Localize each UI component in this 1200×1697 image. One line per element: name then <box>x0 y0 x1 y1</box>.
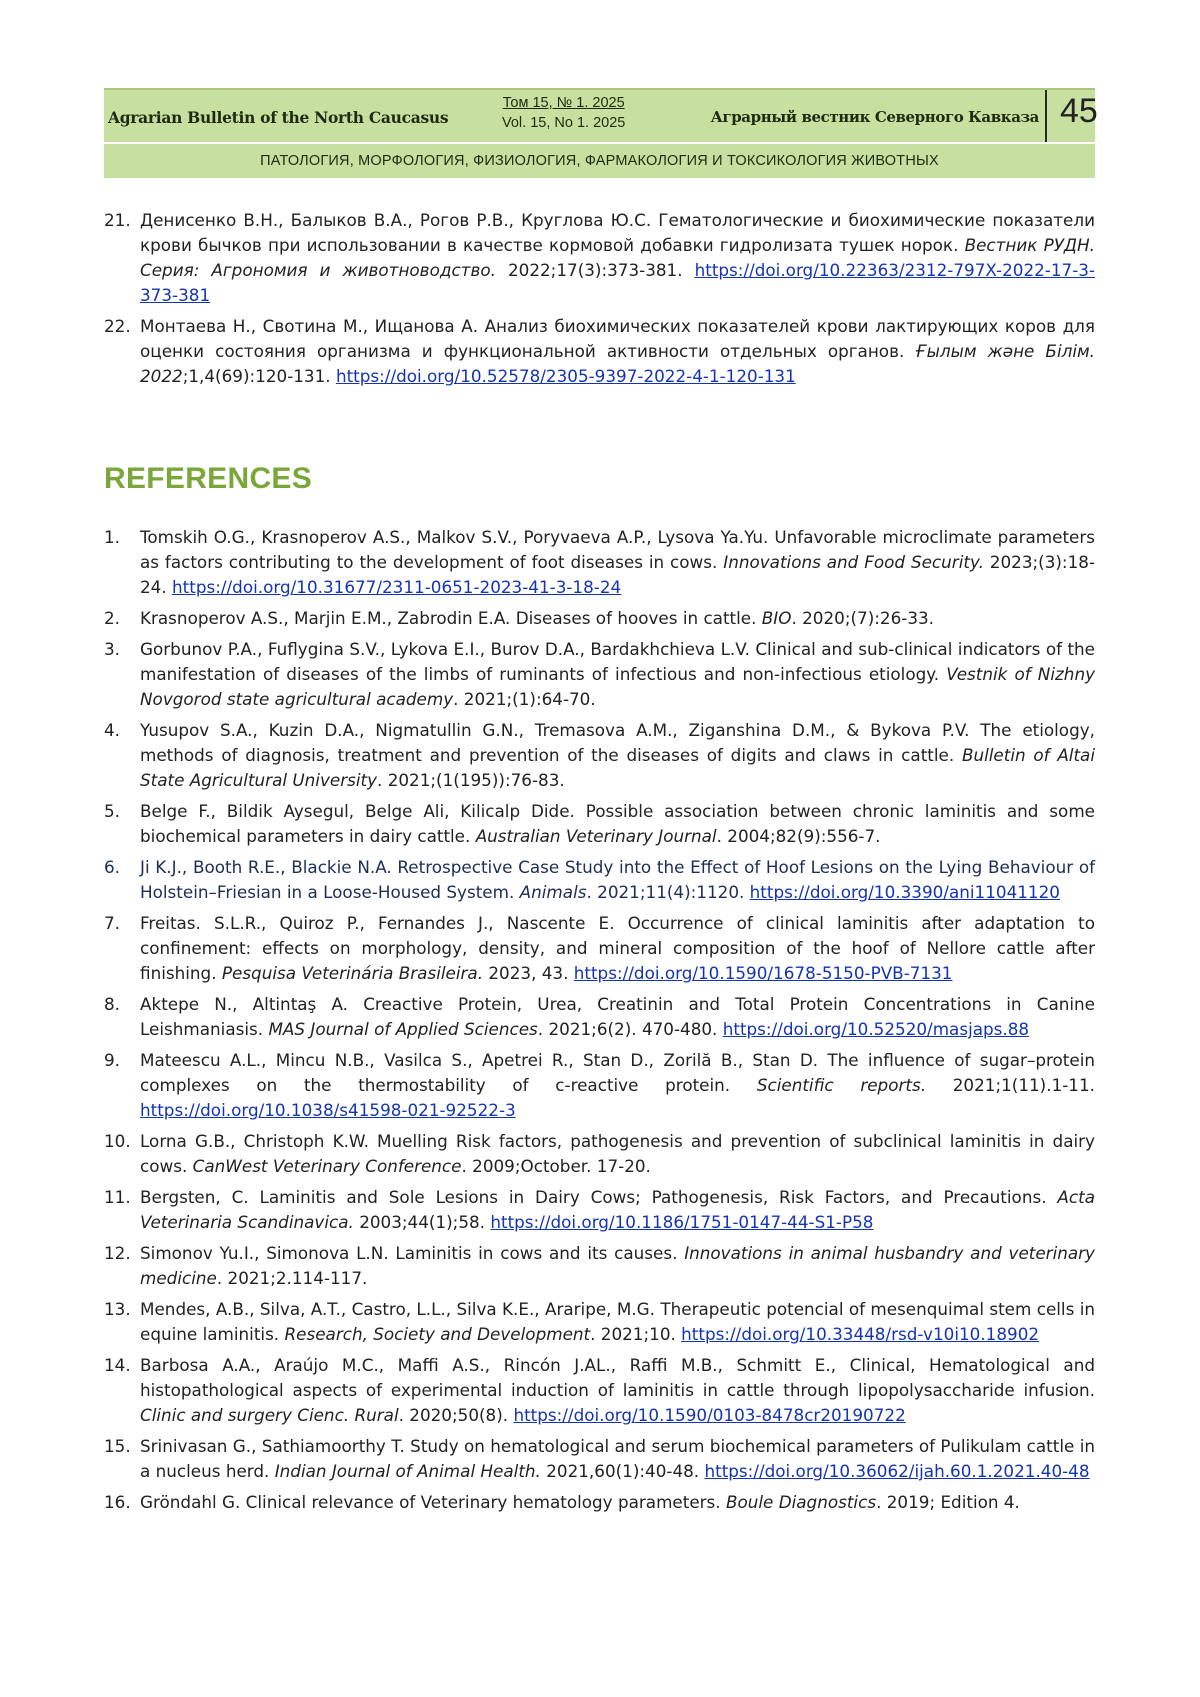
reference-body <box>140 525 1095 600</box>
reference-authors-title: Yusupov S.A., Kuzin D.A., Nigmatullin G.N., Tremasova A.M., Ziganshina D.M., & Bykova P.V. The etiology, methods of diagnosis, treatment and prevention of the diseases of digits and claws in cattle. <box>140 720 1095 765</box>
reference-details: . 2021;2.114-117. <box>216 1268 368 1288</box>
english-reference-list <box>104 525 1095 1521</box>
reference-item <box>104 1434 1095 1484</box>
reference-item <box>104 992 1095 1042</box>
reference-journal: Ғылым және Білім. 2022 <box>140 341 1095 386</box>
reference-body <box>140 1353 1095 1428</box>
reference-details: . 2020;50(8). <box>398 1405 514 1425</box>
reference-journal: Australian Veterinary Journal <box>475 826 717 846</box>
reference-details: 2003;44(1);58. <box>353 1212 491 1232</box>
reference-number: 9. <box>104 1050 121 1070</box>
reference-number: 1. <box>104 527 121 547</box>
page-number: 45 <box>1060 92 1098 130</box>
reference-journal: Clinic and surgery Cienc. Rural <box>140 1405 399 1425</box>
reference-number: 12. <box>104 1243 131 1263</box>
reference-authors-title: Simonov Yu.I., Simonova L.N. Laminitis in cows and its causes. <box>140 1243 685 1263</box>
reference-body <box>140 314 1095 389</box>
doi-link[interactable]: https://doi.org/10.1590/1678-5150-PVB-7131 <box>573 963 953 983</box>
reference-details: . 2021;(1(195)):76-83. <box>377 770 565 790</box>
reference-details: 2021;1(11).1-11. <box>926 1075 1095 1095</box>
reference-item <box>104 525 1095 600</box>
reference-journal: Scientific reports. <box>756 1075 927 1095</box>
doi-link[interactable]: https://doi.org/10.1590/0103-8478cr20190722 <box>513 1405 906 1425</box>
doi-link[interactable]: https://doi.org/10.31677/2311-0651-2023-41-3-18-24 <box>172 577 622 597</box>
reference-body <box>140 992 1095 1042</box>
doi-link[interactable]: https://doi.org/10.3390/ani11041120 <box>749 882 1060 902</box>
reference-journal: Indian Journal of Animal Health. <box>274 1461 541 1481</box>
reference-journal: Innovations in animal husbandry and veterinary medicine <box>140 1243 1095 1288</box>
reference-item <box>104 718 1095 793</box>
reference-details: . 2004;82(9):556-7. <box>716 826 881 846</box>
reference-body <box>140 911 1095 986</box>
reference-body <box>140 1490 1095 1515</box>
reference-details: 2023;(3):18-24. <box>140 552 1095 597</box>
reference-details: 2023, 43. <box>483 963 574 983</box>
reference-body <box>140 1241 1095 1291</box>
reference-body <box>140 208 1095 308</box>
reference-authors-title: Belge F., Bildik Aysegul, Belge Ali, Kilicalp Dide. Possible association between chronic laminitis and some biochemical parameters in dairy cattle. <box>140 801 1095 846</box>
reference-body <box>140 606 1095 631</box>
doi-link[interactable]: https://doi.org/10.22363/2312-797X-2022-17-3-373-381 <box>140 260 1095 305</box>
reference-journal: MAS Journal of Applied Sciences <box>268 1019 538 1039</box>
reference-number: 21. <box>104 210 131 230</box>
reference-details: . 2021;10. <box>590 1324 682 1344</box>
doi-link[interactable]: https://doi.org/10.1186/1751-0147-44-S1-P58 <box>490 1212 874 1232</box>
reference-authors-title: Bergsten, C. Laminitis and Sole Lesions in Dairy Cows; Pathogenesis, Risk Factors, and Precautions. <box>140 1187 1058 1207</box>
reference-journal: BIO <box>761 608 792 628</box>
reference-authors-title: Gröndahl G. Clinical relevance of Veterinary hematology parameters. <box>140 1492 726 1512</box>
reference-journal: Acta Veterinaria Scandinavica. <box>140 1187 1095 1232</box>
volume-ru: Том 15, № 1. 2025 <box>502 95 625 111</box>
reference-journal: Вестник РУДН. Серия: Агрономия и животноводство. <box>140 235 1095 280</box>
doi-link[interactable]: https://doi.org/10.33448/rsd-v10i10.18902 <box>681 1324 1040 1344</box>
reference-authors-title: Krasnoperov A.S., Marjin E.M., Zabrodin E.A. Diseases of hooves in cattle. <box>140 608 762 628</box>
reference-item <box>104 1297 1095 1347</box>
reference-details: 2021,60(1):40-48. <box>540 1461 705 1481</box>
reference-number: 6. <box>104 857 121 877</box>
reference-item <box>104 606 1095 631</box>
reference-number: 4. <box>104 720 121 740</box>
reference-authors-title: Монтаева Н., Свотина М., Ищанова А. Анализ биохимических показателей крови лактирующих коров для оценки состояния организма и функциональной активности отдельных органов. <box>140 316 1095 361</box>
reference-authors-title: Srinivasan G., Sathiamoorthy T. Study on hematological and serum biochemical parameters of Pulikulam cattle in a nucleus herd. <box>140 1436 1095 1481</box>
reference-authors-title: Tomskih O.G., Krasnoperov A.S., Malkov S.V., Poryvaeva A.P., Lysova Ya.Yu. Unfavorable microclimate parameters as factors contributing to the development of foot diseases in cows. <box>140 527 1095 572</box>
reference-journal: Boule Diagnostics <box>725 1492 877 1512</box>
reference-item <box>104 911 1095 986</box>
reference-number: 8. <box>104 994 121 1014</box>
reference-details: . 2009;October. 17-20. <box>461 1156 651 1176</box>
reference-number: 22. <box>104 316 131 336</box>
doi-link[interactable]: https://doi.org/10.36062/ijah.60.1.2021.40-48 <box>704 1461 1090 1481</box>
reference-authors-title: Lorna G.B., Christoph K.W. Muelling Risk factors, pathogenesis and prevention of subclinical laminitis in dairy cows. <box>140 1131 1095 1176</box>
doi-link[interactable]: https://doi.org/10.1038/s41598-021-92522-3 <box>140 1100 516 1120</box>
reference-body <box>140 1185 1095 1235</box>
reference-item <box>104 1241 1095 1291</box>
reference-number: 10. <box>104 1131 131 1151</box>
reference-journal: Vestnik of Nizhny Novgorod state agricultural academy <box>140 664 1096 709</box>
reference-body <box>140 855 1095 905</box>
reference-number: 7. <box>104 913 121 933</box>
section-title: ПАТОЛОГИЯ, МОРФОЛОГИЯ, ФИЗИОЛОГИЯ, ФАРМАКОЛОГИЯ И ТОКСИКОЛОГИЯ ЖИВОТНЫХ <box>104 144 1095 178</box>
journal-title-ru: Аграрный вестник Северного Кавказа <box>710 108 1039 126</box>
reference-item <box>104 314 1095 389</box>
reference-authors-title: Ji K.J., Booth R.E., Blackie N.A. Retrospective Case Study into the Effect of Hoof Lesions on the Lying Behaviour of Holstein–Friesian in a Loose-Housed System. <box>140 857 1095 902</box>
reference-body <box>140 1048 1095 1123</box>
reference-item <box>104 208 1095 308</box>
reference-authors-title: Mateescu A.L., Mincu N.B., Vasilca S., Apetrei R., Stan D., Zorilă B., Stan D. The influence of sugar–protein complexes on the thermostability of c-reactive protein. <box>140 1050 1095 1095</box>
doi-link[interactable]: https://doi.org/10.52520/masjaps.88 <box>722 1019 1030 1039</box>
reference-number: 14. <box>104 1355 131 1375</box>
reference-item <box>104 855 1095 905</box>
reference-body <box>140 1129 1095 1179</box>
reference-details: ;1,4(69):120-131. <box>182 366 336 386</box>
reference-number: 3. <box>104 639 121 659</box>
reference-details: . 2020;(7):26-33. <box>791 608 935 628</box>
reference-number: 2. <box>104 608 121 628</box>
volume-info <box>502 93 625 133</box>
reference-body <box>140 799 1095 849</box>
reference-body <box>140 637 1095 712</box>
reference-item <box>104 1129 1095 1179</box>
reference-number: 11. <box>104 1187 131 1207</box>
reference-number: 5. <box>104 801 121 821</box>
journal-title-en: Agrarian Bulletin of the North Caucasus <box>108 108 449 127</box>
russian-reference-list <box>104 208 1095 395</box>
reference-authors-title: Barbosa A.A., Araújo M.C., Maffi A.S., Rincón J.AL., Raffi M.B., Schmitt E., Clinical, Hematological and histopathological aspects of experimental induction of laminitis in cattle through lipopolysaccharide infusion. <box>140 1355 1095 1400</box>
reference-details: . 2019; Edition 4. <box>876 1492 1020 1512</box>
reference-item <box>104 1490 1095 1515</box>
reference-details: . 2021;6(2). 470-480. <box>537 1019 723 1039</box>
reference-item <box>104 1353 1095 1428</box>
reference-journal: Research, Society and Development <box>284 1324 591 1344</box>
references-heading: REFERENCES <box>104 462 313 495</box>
reference-authors-title: Aktepe N., Altintaş A. Creactive Protein, Urea, Creatinin and Total Protein Concentrations in Canine Leishmaniasis. <box>140 994 1095 1039</box>
reference-journal: Pesquisa Veterinária Brasileira. <box>221 963 484 983</box>
volume-en: Vol. 15, No 1. 2025 <box>502 115 626 131</box>
doi-link[interactable]: https://doi.org/10.52578/2305-9397-2022-4-1-120-131 <box>335 366 796 386</box>
reference-journal: Innovations and Food Security. <box>723 552 984 572</box>
reference-authors-title: Денисенко В.Н., Балыков В.А., Рогов Р.В., Круглова Ю.С. Гематологические и биохимические показатели крови бычков при использовании в качестве кормовой добавки гидролизата тушек норок. <box>140 210 1095 255</box>
reference-number: 13. <box>104 1299 131 1319</box>
reference-item <box>104 1048 1095 1123</box>
reference-item <box>104 1185 1095 1235</box>
reference-journal: Animals <box>519 882 587 902</box>
reference-authors-title: Mendes, A.B., Silva, A.T., Castro, L.L., Silva K.E., Araripe, M.G. Therapeutic potencial of mesenquimal stem cells in equine laminitis. <box>140 1299 1095 1344</box>
reference-item <box>104 799 1095 849</box>
reference-body <box>140 1297 1095 1347</box>
reference-number: 15. <box>104 1436 131 1456</box>
reference-authors-title: Freitas. S.L.R., Quiroz P., Fernandes J., Nascente E. Occurrence of clinical laminitis after adaptation to confinement: effects on morphology, density, and mineral composition of the hoof of Nellore cattle after finishing. <box>140 913 1095 983</box>
reference-body <box>140 718 1095 793</box>
reference-journal: CanWest Veterinary Conference <box>192 1156 462 1176</box>
reference-details: . 2021;(1):64-70. <box>453 689 596 709</box>
journal-header <box>104 88 1095 142</box>
reference-number: 16. <box>104 1492 131 1512</box>
header-divider <box>1045 90 1047 142</box>
reference-body <box>140 1434 1095 1484</box>
reference-item <box>104 637 1095 712</box>
reference-details: 2022;17(3):373-381. <box>495 260 695 280</box>
reference-authors-title: Gorbunov P.A., Fuflygina S.V., Lykova E.I., Burov D.A., Bardakhchieva L.V. Clinical and sub-clinical indicators of the manifestation of diseases of the limbs of ruminants of infectious and non-infectious etiology. <box>140 639 1095 684</box>
reference-journal: Bulletin of Altai State Agricultural University <box>140 745 1095 790</box>
reference-details: . 2021;11(4):1120. <box>586 882 750 902</box>
